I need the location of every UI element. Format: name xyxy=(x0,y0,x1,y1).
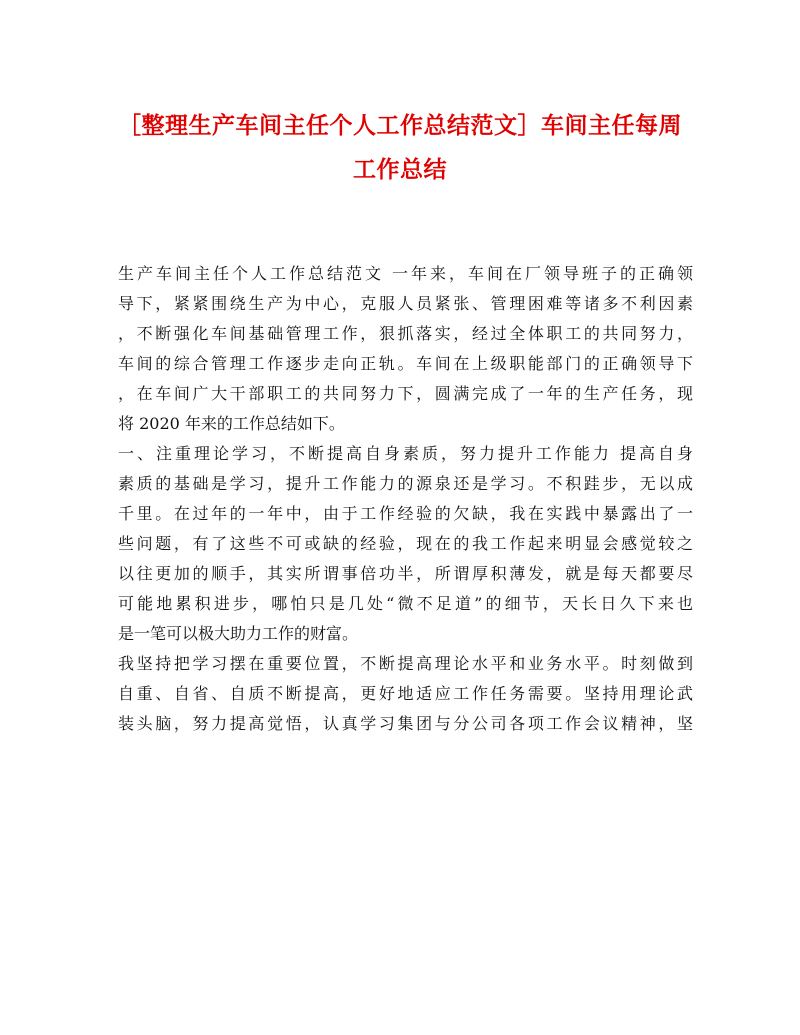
text-line: ，在车间广大干部职工的共同努力下，圆满完成了一年的生产任务，现 xyxy=(118,384,693,403)
paragraph-section-one xyxy=(118,439,693,649)
paragraph-intro xyxy=(118,259,693,439)
text-line: 导下，紧紧围绕生产为中心，克服人员紧张、管理困难等诸多不利因素 xyxy=(118,294,693,313)
text-line: 些问题，有了这些不可或缺的经验，现在的我工作起来明显会感觉较之 xyxy=(118,534,693,553)
text-line: 我坚持把学习摆在重要位置，不断提高理论水平和业务水平。时刻做到 xyxy=(118,654,693,673)
text-line: 一、注重理论学习，不断提高自身素质，努力提升工作能力 提高自身 xyxy=(118,444,693,463)
text-line: 生产车间主任个人工作总结范文 一年来，车间在厂领导班子的正确领 xyxy=(118,264,693,283)
text-line: 可能地累积进步，哪怕只是几处“微不足道”的细节，天长日久下来也 xyxy=(118,594,693,613)
document-title xyxy=(90,104,710,192)
text-line: 素质的基础是学习，提升工作能力的源泉还是学习。不积跬步，无以成 xyxy=(118,474,693,493)
text-line: 是一笔可以极大助力工作的财富。 xyxy=(118,624,359,643)
paragraph-study xyxy=(118,649,693,739)
text-line: 自重、自省、自质不断提高，更好地适应工作任务需要。坚持用理论武 xyxy=(118,684,693,703)
text-line: 装头脑，努力提高觉悟，认真学习集团与分公司各项工作会议精神，坚 xyxy=(118,714,693,733)
text-line: 车间的综合管理工作逐步走向正轨。车间在上级职能部门的正确领导下 xyxy=(118,354,693,373)
text-line: 以往更加的顺手，其实所谓事倍功半，所谓厚积薄发，就是每天都要尽 xyxy=(118,564,693,583)
text-line: ，不断强化车间基础管理工作，狠抓落实，经过全体职工的共同努力， xyxy=(118,324,693,343)
title-line: ［整理生产车间主任个人工作总结范文］车间主任每周 xyxy=(118,112,682,139)
text-line: 千里。在过年的一年中，由于工作经验的欠缺，我在实践中暴露出了一 xyxy=(118,504,693,523)
document-body xyxy=(118,259,693,739)
text-line: 将 2020 年来的工作总结如下。 xyxy=(118,414,345,433)
title-line: 工作总结 xyxy=(353,156,447,183)
